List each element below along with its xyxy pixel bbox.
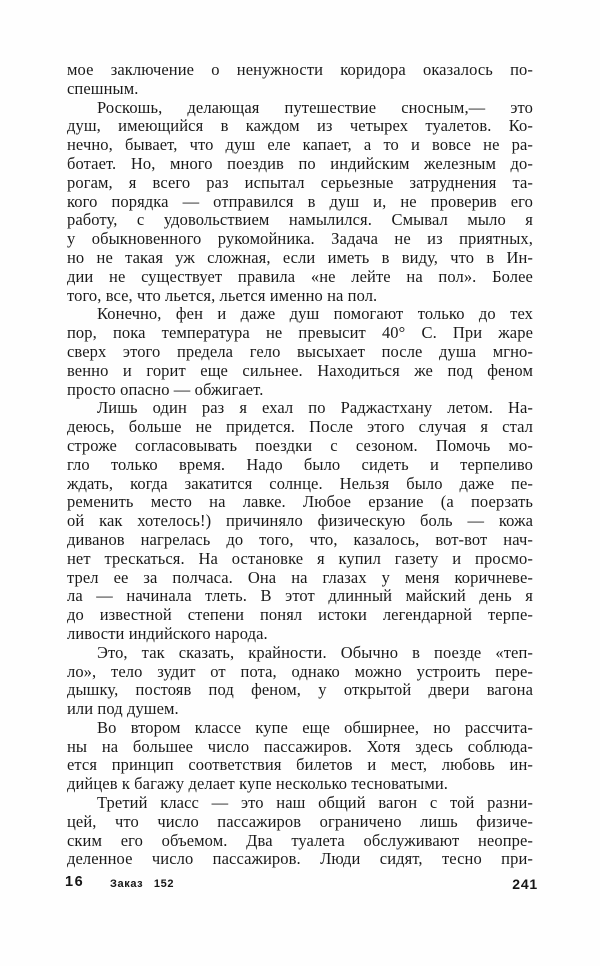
text-line: Во втором классе купе еще обширнее, но рассчита-: [97, 718, 533, 737]
body-text-column: [67, 61, 533, 869]
text-line: у обыкновенного рукомойника. Задача не из приятных,: [67, 230, 533, 249]
text-line: сверх этого предела гело высыхает после душа мгно-: [67, 342, 533, 361]
text-line: ны на большее число пассажиров. Хотя здесь соблюда-: [67, 737, 533, 756]
text-line: ло», тело зудит от пота, однако можно устроить пере-: [67, 662, 533, 681]
text-line: ется принцип соответствия билетов и мест, любовь ин-: [67, 756, 533, 775]
text-line: ждать, когда закатится солнце. Нельзя было даже пе-: [67, 474, 533, 493]
text-line: того, все, что льется, льется именно на пол.: [67, 286, 378, 305]
text-line: Конечно, фен и даже душ помогают только до тех: [97, 305, 533, 324]
text-line: ременить место на лавке. Любое ерзание (а поерзать: [67, 493, 533, 512]
print-order-label: Заказ 152: [110, 878, 175, 890]
text-line: трел ее за полчаса. Она на глазах у меня коричневе-: [67, 568, 533, 587]
text-line: мое заключение о ненужности коридора оказалось по-: [67, 61, 533, 79]
text-line: ботает. Но, много поездив по индийским железным до-: [67, 154, 533, 173]
text-line: ливости индийского народа.: [67, 624, 268, 643]
text-line: диванов нагрелась до того, что, казалось, вот-вот нач-: [67, 530, 533, 549]
text-line: нет трескаться. На остановке я купил газету и просмо-: [67, 549, 533, 568]
text-line: венно и горит еще сильнее. Находиться же под феном: [67, 361, 533, 380]
text-line: или под душем.: [67, 700, 179, 719]
text-line: цей, что число пассажиров ограничено лишь физиче-: [67, 812, 533, 831]
text-line: просто опасно — обжигает.: [67, 380, 264, 399]
text-line: Лишь один раз я ехал по Раджастхану летом. На-: [97, 399, 533, 418]
text-line: нечно, бывает, что душ еле капает, а то и вовсе не ра-: [67, 136, 533, 155]
text-line: работу, с удовольствием намылился. Смывал мыло я: [67, 211, 533, 230]
text-line: до известной степени понял истоки легендарной терпе-: [67, 606, 533, 625]
text-line: спешным.: [67, 79, 139, 98]
text-line: кого порядка — отправился в душ и, не проверив его: [67, 192, 533, 211]
text-line: ой как хотелось!) причиняло физическую боль — кожа: [67, 512, 533, 531]
text-line: Третий класс — это наш общий вагон с той разни-: [97, 794, 533, 813]
text-line: ским его объемом. Два туалета обслуживают неопре-: [67, 831, 533, 850]
text-line: гло только время. Надо было сидеть и терпеливо: [67, 455, 533, 474]
page-number: 241: [512, 876, 538, 892]
text-line: дии не существует правила «не лейте на пол». Более: [67, 267, 533, 286]
text-line: Роскошь, делающая путешествие сносным,— это: [97, 98, 533, 117]
text-line: но не такая уж сложная, если иметь в виду, что в Ин-: [67, 248, 533, 267]
text-line: дышку, постояв под феном, у открытой двери вагона: [67, 681, 533, 700]
text-line: строже согласовывать поездки с сезоном. Помочь мо-: [67, 436, 533, 455]
print-signature-number: 16: [65, 874, 85, 890]
text-line: рогам, я всего раз испытал серьезные затруднения та-: [67, 173, 533, 192]
text-line: Это, так сказать, крайности. Обычно в поезде «теп-: [97, 643, 533, 662]
text-line: ла — начинала тлеть. В этот длинный майский день я: [67, 587, 533, 606]
text-line: душ, имеющийся в каждом из четырех туалетов. Ко-: [67, 117, 533, 136]
text-line: деюсь, больше не придется. После этого случая я стал: [67, 418, 533, 437]
text-line: деленное число пассажиров. Люди сидят, тесно при-: [67, 850, 533, 869]
text-line: пор, пока температура не превысит 40° С. При жаре: [67, 324, 533, 343]
text-line: дийцев к багажу делает купе несколько тесноватыми.: [67, 775, 449, 794]
